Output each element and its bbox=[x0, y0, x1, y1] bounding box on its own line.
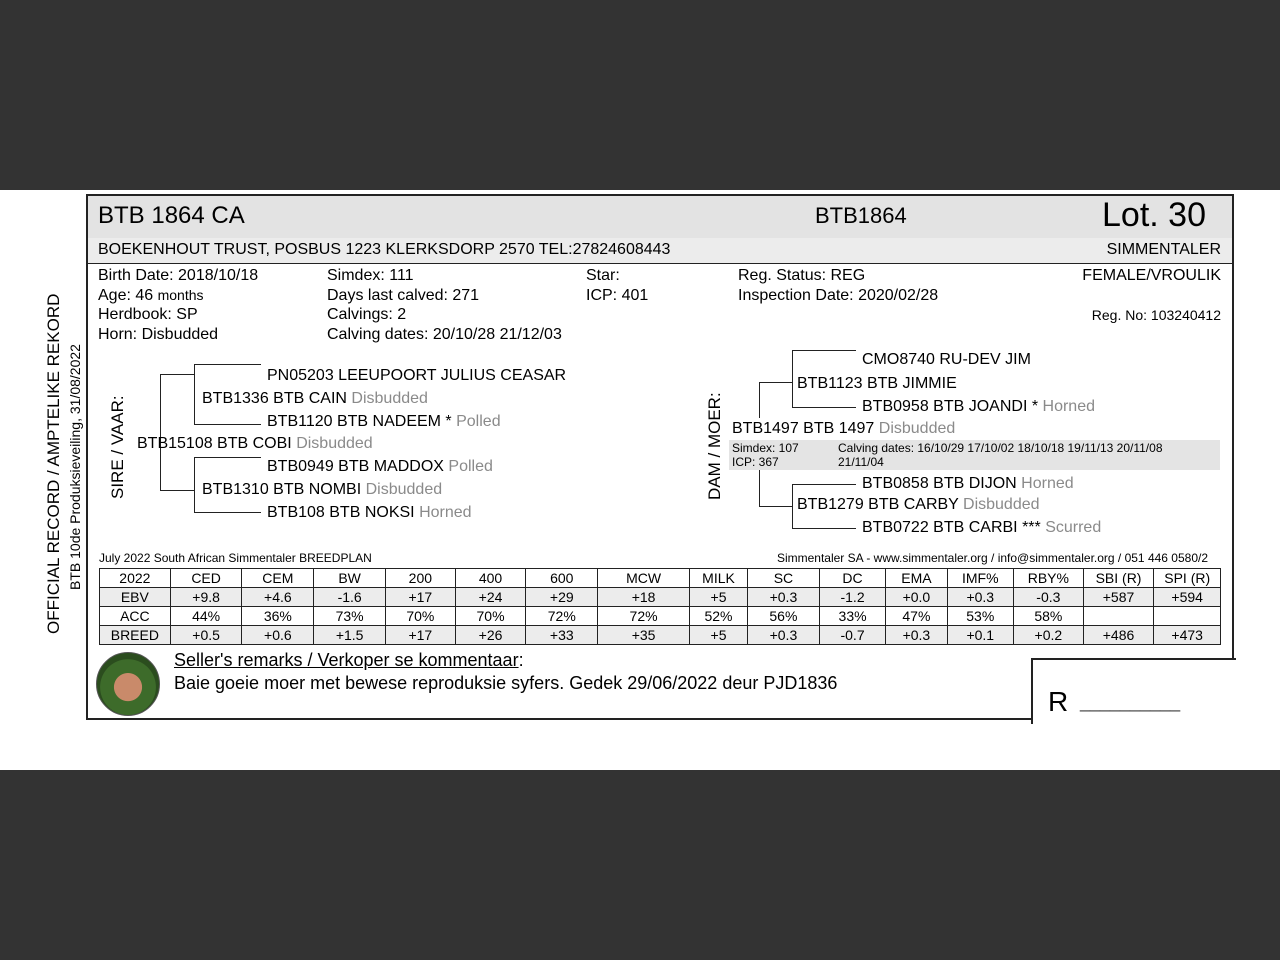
acc-cell: 56% bbox=[748, 607, 820, 626]
sire-name: BTB15108 BTB COBI bbox=[137, 435, 292, 452]
ebv-header-cell: SBI (R) bbox=[1083, 569, 1154, 588]
sire-dam-dam bbox=[267, 504, 472, 522]
remarks-text: Baie goeie moer met bewese reproduksie syfers. Gedek 29/06/2022 deur PJD1836 bbox=[174, 673, 838, 693]
remarks-colon: : bbox=[518, 650, 524, 670]
inspection-date: Inspection Date: 2020/02/28 bbox=[738, 287, 939, 304]
breed-cell: +17 bbox=[386, 626, 456, 645]
breed-cell: +5 bbox=[689, 626, 747, 645]
header-bar bbox=[88, 196, 1232, 239]
lot-number: Lot. 30 bbox=[1102, 196, 1206, 234]
dam-name: BTB1497 BTB 1497 bbox=[732, 420, 875, 437]
breed-cell: +473 bbox=[1154, 626, 1221, 645]
herdbook: Herdbook: SP bbox=[98, 306, 198, 323]
sire-sire-sire: PN05203 LEEUPOORT JULIUS CEASAR bbox=[267, 367, 567, 384]
breed-cell: +0.3 bbox=[748, 626, 820, 645]
breed-cell: BREED bbox=[100, 626, 171, 645]
sire-sire-dam-horn: Polled bbox=[456, 413, 501, 430]
breed-cell: +1.5 bbox=[314, 626, 386, 645]
dam-sire-sire: CMO8740 RU-DEV JIM bbox=[862, 351, 1031, 368]
breed-cell: +486 bbox=[1083, 626, 1154, 645]
sire-horn: Disbudded bbox=[296, 435, 373, 452]
acc-cell: 36% bbox=[242, 607, 314, 626]
ebv-cell: +0.3 bbox=[947, 588, 1014, 607]
ebv-header-cell: 200 bbox=[386, 569, 456, 588]
breed-cell: +0.3 bbox=[886, 626, 947, 645]
dam-sire-dam bbox=[862, 398, 1095, 416]
sire-dam-horn: Disbudded bbox=[365, 481, 443, 498]
ebv-cell: +24 bbox=[455, 588, 526, 607]
sire-sire bbox=[202, 390, 428, 408]
acc-cell: 33% bbox=[819, 607, 886, 626]
ebv-cell: -1.2 bbox=[819, 588, 886, 607]
association-seal-icon bbox=[96, 652, 160, 716]
sire-dam-sire-horn: Polled bbox=[448, 458, 493, 475]
breed-row bbox=[100, 626, 1221, 645]
price-blank[interactable]: __________ bbox=[1080, 692, 1181, 712]
breedplan-contact: Simmentaler SA - www.simmentaler.org / info@simmentaler.org / 051 446 0580/2 bbox=[776, 551, 1208, 565]
ebv-header-row bbox=[100, 569, 1221, 588]
star: Star: bbox=[586, 267, 620, 284]
sire-sire-dam bbox=[267, 413, 501, 431]
dam-sire-dam-horn: Horned bbox=[1042, 398, 1095, 415]
calvings: Calvings: 2 bbox=[327, 306, 407, 323]
ebv-header-cell: MCW bbox=[598, 569, 690, 588]
acc-cell: 72% bbox=[526, 607, 598, 626]
breed-cell: +35 bbox=[598, 626, 690, 645]
acc-cell: 70% bbox=[455, 607, 526, 626]
ebv-header-cell: CEM bbox=[242, 569, 314, 588]
sire-sire-horn: Disbudded bbox=[351, 390, 428, 407]
sire bbox=[137, 435, 373, 453]
ebv-header-cell: BW bbox=[314, 569, 386, 588]
dam-sire: BTB1123 BTB JIMMIE bbox=[797, 375, 957, 392]
dam-sire-dam-name: BTB0958 BTB JOANDI * bbox=[862, 398, 1039, 415]
sire-label: SIRE / VAAR: bbox=[108, 395, 127, 499]
acc-cell bbox=[1154, 607, 1221, 626]
ebv-cell: +587 bbox=[1083, 588, 1154, 607]
owner-info: BOEKENHOUT TRUST, POSBUS 1223 KLERKSDORP 2570 TEL:27824608443 bbox=[98, 241, 671, 258]
age-unit: months bbox=[157, 287, 204, 303]
dam-dam-dam bbox=[862, 519, 1101, 537]
sex: FEMALE/VROULIK bbox=[1082, 267, 1221, 284]
acc-cell: 70% bbox=[386, 607, 456, 626]
dam bbox=[732, 420, 955, 438]
ebv-table bbox=[99, 568, 1221, 645]
birth-date: Birth Date: 2018/10/18 bbox=[98, 267, 259, 284]
ebv-cell: +0.0 bbox=[886, 588, 947, 607]
ebv-header-cell: SC bbox=[748, 569, 820, 588]
ebv-cell: +0.3 bbox=[748, 588, 820, 607]
dam-horn: Disbudded bbox=[878, 420, 956, 437]
acc-cell: 58% bbox=[1014, 607, 1084, 626]
ebv-header-cell: EMA bbox=[886, 569, 947, 588]
reg-status: Reg. Status: REG bbox=[738, 267, 866, 284]
dam-dam-name: BTB1279 BTB CARBY bbox=[797, 496, 959, 513]
acc-cell: 44% bbox=[170, 607, 242, 626]
sire-sire-dam-name: BTB1120 BTB NADEEM * bbox=[267, 413, 452, 430]
ebv-cell: +594 bbox=[1154, 588, 1221, 607]
ebv-header-cell: 600 bbox=[526, 569, 598, 588]
ebv-cell: +18 bbox=[598, 588, 690, 607]
remarks-heading-text: Seller's remarks / Verkoper se kommentaar bbox=[174, 650, 519, 670]
sire-dam-dam-name: BTB108 BTB NOKSI bbox=[267, 504, 415, 521]
sire-dam-dam-horn: Horned bbox=[419, 504, 472, 521]
ebv-header-cell: 400 bbox=[455, 569, 526, 588]
dam-calving-dates: Calving dates: 16/10/29 17/10/02 18/10/18 19/11/13 20/11/08 bbox=[838, 441, 1163, 455]
animal-id: BTB1864 bbox=[815, 203, 907, 228]
dam-dam-horn: Disbudded bbox=[963, 496, 1040, 513]
dam-dam-sire-name: BTB0858 BTB DIJON bbox=[862, 475, 1017, 492]
ebv-header-cell: MILK bbox=[689, 569, 747, 588]
reg-number: Reg. No: 103240412 bbox=[1091, 307, 1221, 323]
simdex: Simdex: 111 bbox=[327, 267, 414, 284]
days-last-calved: Days last calved: 271 bbox=[327, 287, 480, 304]
acc-cell: 47% bbox=[886, 607, 947, 626]
breed-cell: +0.1 bbox=[947, 626, 1014, 645]
ebv-cell: +17 bbox=[386, 588, 456, 607]
ebv-cell: EBV bbox=[100, 588, 171, 607]
dam-dam-sire bbox=[862, 475, 1074, 493]
ebv-cell: -0.3 bbox=[1014, 588, 1084, 607]
horn-status: Horn: Disbudded bbox=[98, 326, 219, 343]
breed-cell: +26 bbox=[455, 626, 526, 645]
acc-cell: 72% bbox=[598, 607, 690, 626]
calving-dates: Calving dates: 20/10/28 21/12/03 bbox=[327, 326, 562, 343]
acc-cell bbox=[1083, 607, 1154, 626]
acc-row bbox=[100, 607, 1221, 626]
ebv-cell: +4.6 bbox=[242, 588, 314, 607]
dam-dam-dam-horn: Scurred bbox=[1045, 519, 1102, 536]
acc-cell: 53% bbox=[947, 607, 1014, 626]
dam-simdex: Simdex: 107 bbox=[732, 441, 799, 455]
breed-cell: +33 bbox=[526, 626, 598, 645]
dam-stats-box bbox=[729, 440, 1220, 470]
age-value: Age: 46 bbox=[98, 287, 154, 304]
breed-label: SIMMENTALER bbox=[1106, 241, 1221, 258]
acc-cell: 73% bbox=[314, 607, 386, 626]
dam-label: DAM / MOER: bbox=[705, 392, 724, 500]
acc-cell: 52% bbox=[689, 607, 747, 626]
ebv-header-cell: SPI (R) bbox=[1154, 569, 1221, 588]
ebv-header-cell: RBY% bbox=[1014, 569, 1084, 588]
sale-date-label: BTB 10de Produksieveiling, 31/08/2022 bbox=[67, 344, 83, 590]
remarks-heading bbox=[174, 650, 524, 671]
sire-dam-sire-name: BTB0949 BTB MADDOX bbox=[267, 458, 444, 475]
animal-name: BTB 1864 CA bbox=[98, 202, 245, 229]
icp: ICP: 401 bbox=[586, 287, 649, 304]
sire-dam-name: BTB1310 BTB NOMBI bbox=[202, 481, 362, 498]
breedplan-caption: July 2022 South African Simmentaler BREEDPLAN bbox=[99, 551, 372, 565]
ebv-row bbox=[100, 588, 1221, 607]
breed-cell: +0.2 bbox=[1014, 626, 1084, 645]
ebv-cell: -1.6 bbox=[314, 588, 386, 607]
official-record-label: OFFICIAL RECORD / AMPTELIKE REKORD bbox=[44, 293, 63, 634]
dam-calving-dates-cont: 21/11/04 bbox=[838, 455, 884, 469]
breed-cell: -0.7 bbox=[819, 626, 886, 645]
sire-sire-name: BTB1336 BTB CAIN bbox=[202, 390, 347, 407]
breed-cell: +0.6 bbox=[242, 626, 314, 645]
sire-dam bbox=[202, 481, 442, 499]
price-currency: R bbox=[1048, 686, 1069, 717]
dam-icp: ICP: 367 bbox=[732, 455, 779, 469]
acc-cell: ACC bbox=[100, 607, 171, 626]
ebv-header-cell: CED bbox=[170, 569, 242, 588]
dam-dam-dam-name: BTB0722 BTB CARBI *** bbox=[862, 519, 1041, 536]
age bbox=[98, 287, 204, 305]
dam-dam bbox=[797, 496, 1040, 514]
ebv-header-cell: IMF% bbox=[947, 569, 1014, 588]
breed-cell: +0.5 bbox=[170, 626, 242, 645]
ebv-header-cell: 2022 bbox=[100, 569, 171, 588]
ebv-cell: +5 bbox=[689, 588, 747, 607]
ebv-header-cell: DC bbox=[819, 569, 886, 588]
sire-dam-sire bbox=[267, 458, 493, 476]
ebv-cell: +9.8 bbox=[170, 588, 242, 607]
ebv-cell: +29 bbox=[526, 588, 598, 607]
dam-dam-sire-horn: Horned bbox=[1021, 475, 1074, 492]
